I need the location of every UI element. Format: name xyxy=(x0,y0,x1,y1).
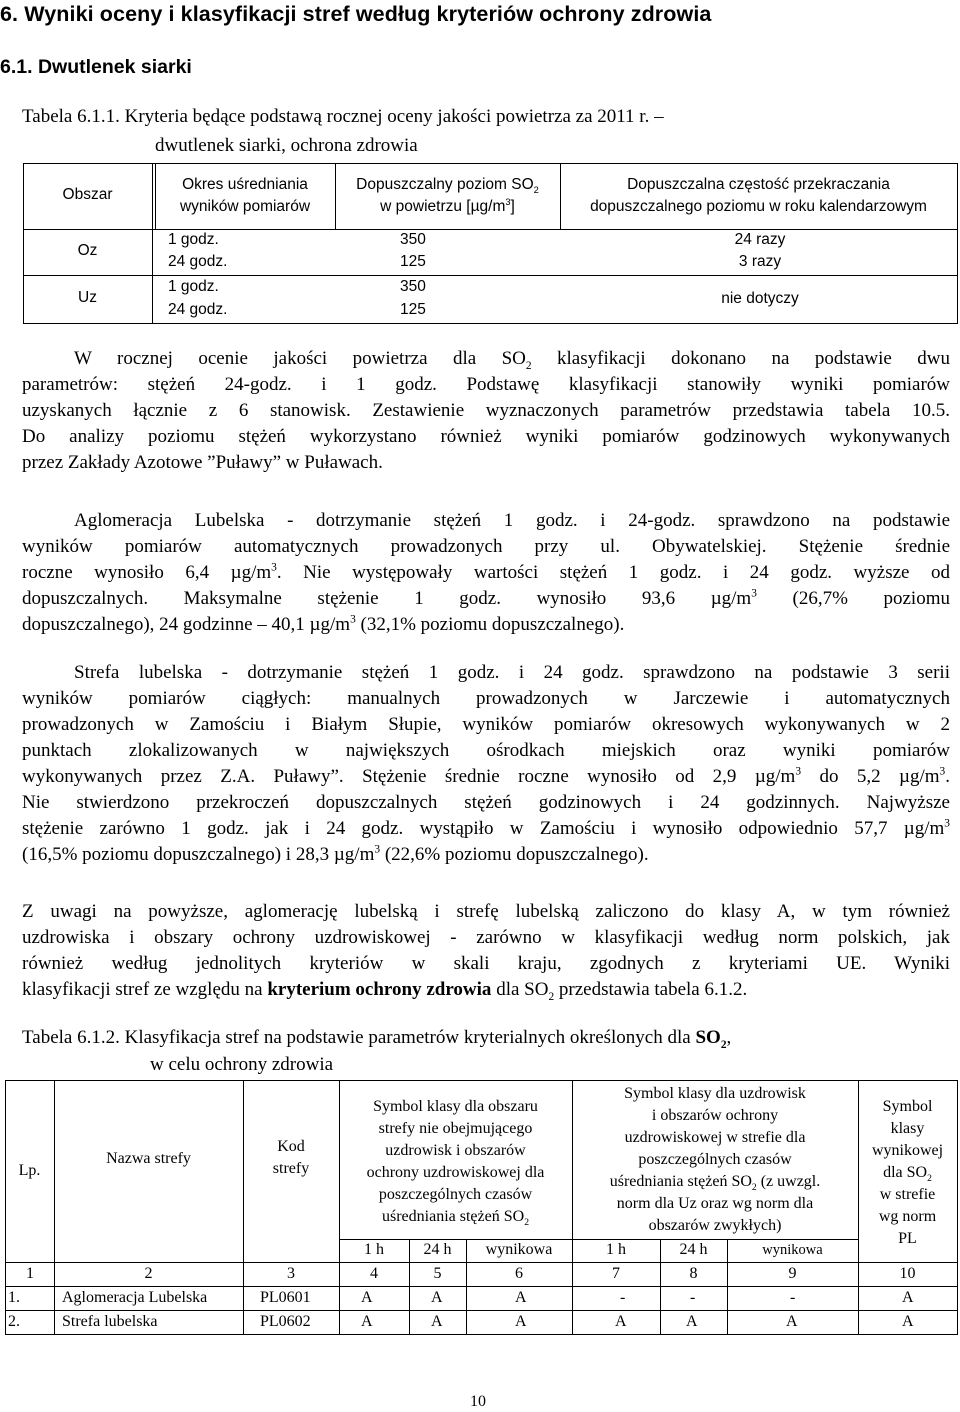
table2-col-number: 9 xyxy=(788,1265,797,1282)
table1-area-oz: Oz xyxy=(77,242,98,259)
table1-header-czestosc-1: Dopuszczalna częstość przekraczania xyxy=(627,176,890,193)
table1-header-obszar: Obszar xyxy=(62,186,113,203)
table1-header-poziom-1: Dopuszczalny poziom $SO_2$ xyxy=(356,176,539,196)
table2-header-nazwa: Nazwa strefy xyxy=(106,1150,191,1167)
table2-row1-cell: A xyxy=(515,1289,527,1306)
table2-row2-cell: A xyxy=(361,1313,373,1330)
page-number: 10 xyxy=(470,1393,486,1410)
table1-period: 1 godz. xyxy=(168,278,219,295)
table2-subheader: wynikowa xyxy=(485,1241,553,1258)
table2-row2-lp: 2. xyxy=(8,1313,20,1330)
table1-header-poziom-2: w powietrzu $[\mu g/m^3]$ xyxy=(380,196,515,215)
table2-row1-cell: - xyxy=(690,1289,696,1306)
table2-subheader: 1 h xyxy=(364,1241,384,1258)
section-heading: 6. Wyniki oceny i klasyfikacji stref według kryteriów ochrony zdrowia xyxy=(0,2,712,26)
table2-row1-cell: A xyxy=(361,1289,373,1306)
table2-row1-cell: - xyxy=(620,1289,626,1306)
table1-period: 24 godz. xyxy=(168,253,228,270)
table2-col-number: 8 xyxy=(689,1265,698,1282)
table2-row1-cell: A xyxy=(431,1289,443,1306)
table2-header-sym-spa: Symbol klasy dla uzdrowisk i obszarów ochrony uzdrowiskowej w strefie dla poszczególnych czasów uśredniania stężeń $SO_2$ (z uwzgl. norm dla Uz oraz wg norm dla obszarów zwykłych) xyxy=(609,1085,821,1234)
table2-col-number: 10 xyxy=(899,1265,916,1282)
table2-row2-cell: A xyxy=(431,1313,443,1330)
table2-header-lp: Lp. xyxy=(18,1162,41,1179)
table1-header-okres-1: Okres uśredniania xyxy=(182,176,308,193)
table2-row2-name: Strefa lubelska xyxy=(62,1313,158,1330)
table1-value: 350 xyxy=(400,231,426,248)
table2-row1-cell: A xyxy=(902,1289,914,1306)
table2-header-kod-1: Kod xyxy=(277,1138,305,1155)
table1-header-okres-2: wyników pomiarów xyxy=(179,198,311,215)
table1-area-uz: Uz xyxy=(78,289,97,306)
paragraph-2: Aglomeracja Lubelska - dotrzymanie stężeń 1 godz. i 24-godz. sprawdzono na podstawie wyników pomiarów automatycznych prowadzonych przy ul. Obywatelskiej. Stężenie średnie roczne wynosiło 6,4 $\mu g/m^3$. Nie występowały wartości stężeń 1 godz. i 24 godz. wyższe od dopuszczalnych. Maksymalne stężenie 1 godz. wynosiło 93,6 $\mu g/m^3$ (26,7% poziomu dopuszczalnego), 24 godzinne – 40,1 $\mu g/m^3$ (32,1% poziomu dopuszczalnego). xyxy=(22,510,950,635)
table1-value: 125 xyxy=(400,301,426,318)
table2-caption-line2: w celu ochrony zdrowia xyxy=(150,1054,334,1075)
table2-header-sym-result: Symbol klasy wynikowej dla $SO_2$ w strefie wg norm PL xyxy=(871,1098,944,1247)
table1-period: 1 godz. xyxy=(168,231,219,248)
subsection-heading: 6.1. Dwutlenek siarki xyxy=(0,56,192,78)
table2-row1-cell: - xyxy=(790,1289,796,1306)
paragraph-1: W rocznej ocenie jakości powietrza dla $SO_2$ klasyfikacji dokonano na podstawie dwu parametrów: stężeń 24-godz. i 1 godz. Podstawę klasyfikacji stanowiły wyniki pomiarów uzyskanych łącznie z 6 stanowisk. Zestawienie wyznaczonych parametrów przedstawia tabela 10.5. Do analizy poziomu stężeń wykorzystano również wyniki pomiarów godzinowych wykonywanych przez Zakłady Azotowe ”Puławy” w Puławach. xyxy=(22,348,951,473)
table1-frequency: nie dotyczy xyxy=(721,290,799,307)
table2-col-number: 6 xyxy=(515,1265,523,1282)
table2-row2-cell: A xyxy=(686,1313,698,1330)
table1-period: 24 godz. xyxy=(168,301,228,318)
paragraph-4: Z uwagi na powyższe, aglomerację lubelską i strefę lubelską zaliczono do klasy A, w tym również uzdrowiska i obszary ochrony uzdrowiskowej - zarówno w klasyfikacji według norm polskich, jak również według jednolitych kryteriów w skali kraju, zgodnych z kryteriami UE. Wyniki klasyfikacji stref ze względu na kryterium ochrony zdrowia dla $SO_2$ przedstawia tabela 6.1.2. xyxy=(22,901,950,1003)
table2-row1-name: Aglomeracja Lubelska xyxy=(62,1289,208,1306)
table2-subheader: 24 h xyxy=(423,1241,452,1258)
table2-col-number: 2 xyxy=(144,1265,153,1282)
table2-row2-cell: A xyxy=(786,1313,798,1330)
table2-col-number: 7 xyxy=(612,1265,620,1282)
table2-col-number: 5 xyxy=(433,1265,442,1282)
paragraph-3: Strefa lubelska - dotrzymanie stężeń 1 godz. i 24 godz. sprawdzono na podstawie 3 serii wyników pomiarów ciągłych: manualnych prowadzonych w Jarczewie i automatycznych prowadzonych w Zamościu i Białym Słupie, wyników pomiarów okresowych wykonywanych w 2 punktach zlokalizowanych w największych ośrodkach miejskich oraz wyniki pomiarów wykonywanych przez Z.A. Puławy”. Stężenie średnie roczne wynosiło od 2,9 $\mu g/m^3$ do 5,2 $\mu g/m^3$. Nie stwierdzono przekroczeń dopuszczalnych stężeń godzinowych i 24 godzinnych. Najwyższe stężenie zarówno 1 godz. jak i 24 godz. wystąpiło w Zamościu i wynosiło odpowiednio 57,7 $\mu g/m^3$ (16,5% poziomu dopuszczalnego) i 28,3 $\mu g/m^3$ (22,6% poziomu dopuszczalnego). xyxy=(22,662,950,865)
table2-col-number: 4 xyxy=(370,1265,378,1282)
table1-frequency: 3 razy xyxy=(738,253,782,270)
table2-row1-code: PL0601 xyxy=(260,1289,311,1306)
table1-value: 350 xyxy=(400,278,426,295)
table2-subheader: 1 h xyxy=(606,1241,626,1258)
table2-row2-cell: A xyxy=(515,1313,527,1330)
table1-value: 125 xyxy=(400,253,426,270)
table1-header-czestosc-2: dopuszczalnego poziomu w roku kalendarzowym xyxy=(590,198,927,215)
table2-subheader: wynikowa xyxy=(762,1242,823,1258)
table1-caption-line1: Tabela 6.1.1. Kryteria będące podstawą rocznej oceny jakości powietrza za 2011 r. – xyxy=(22,106,664,127)
table2-row2-cell: A xyxy=(902,1313,914,1330)
table2-subheader: 24 h xyxy=(679,1241,708,1258)
table2-header-kod-2: strefy xyxy=(272,1160,310,1177)
table2-row2-cell: A xyxy=(615,1313,627,1330)
table1-frequency: 24 razy xyxy=(734,231,786,248)
table2-header-sym-area: Symbol klasy dla obszaru strefy nie obejmującego uzdrowisk i obszarów ochrony uzdrowiskowej dla poszczególnych czasów uśredniania stężeń $SO_2$ xyxy=(366,1098,545,1229)
table2-caption-line1: Tabela 6.1.2. Klasyfikacja stref na podstawie parametrów kryterialnych określonych dla $SO_2$, xyxy=(22,1027,732,1051)
table2-row1-lp: 1. xyxy=(8,1289,20,1306)
table2-col-number: 3 xyxy=(287,1265,295,1282)
table2-col-number: 1 xyxy=(26,1265,34,1282)
table1-caption-line2: dwutlenek siarki, ochrona zdrowia xyxy=(155,135,418,156)
table2-row2-code: PL0602 xyxy=(260,1313,311,1330)
